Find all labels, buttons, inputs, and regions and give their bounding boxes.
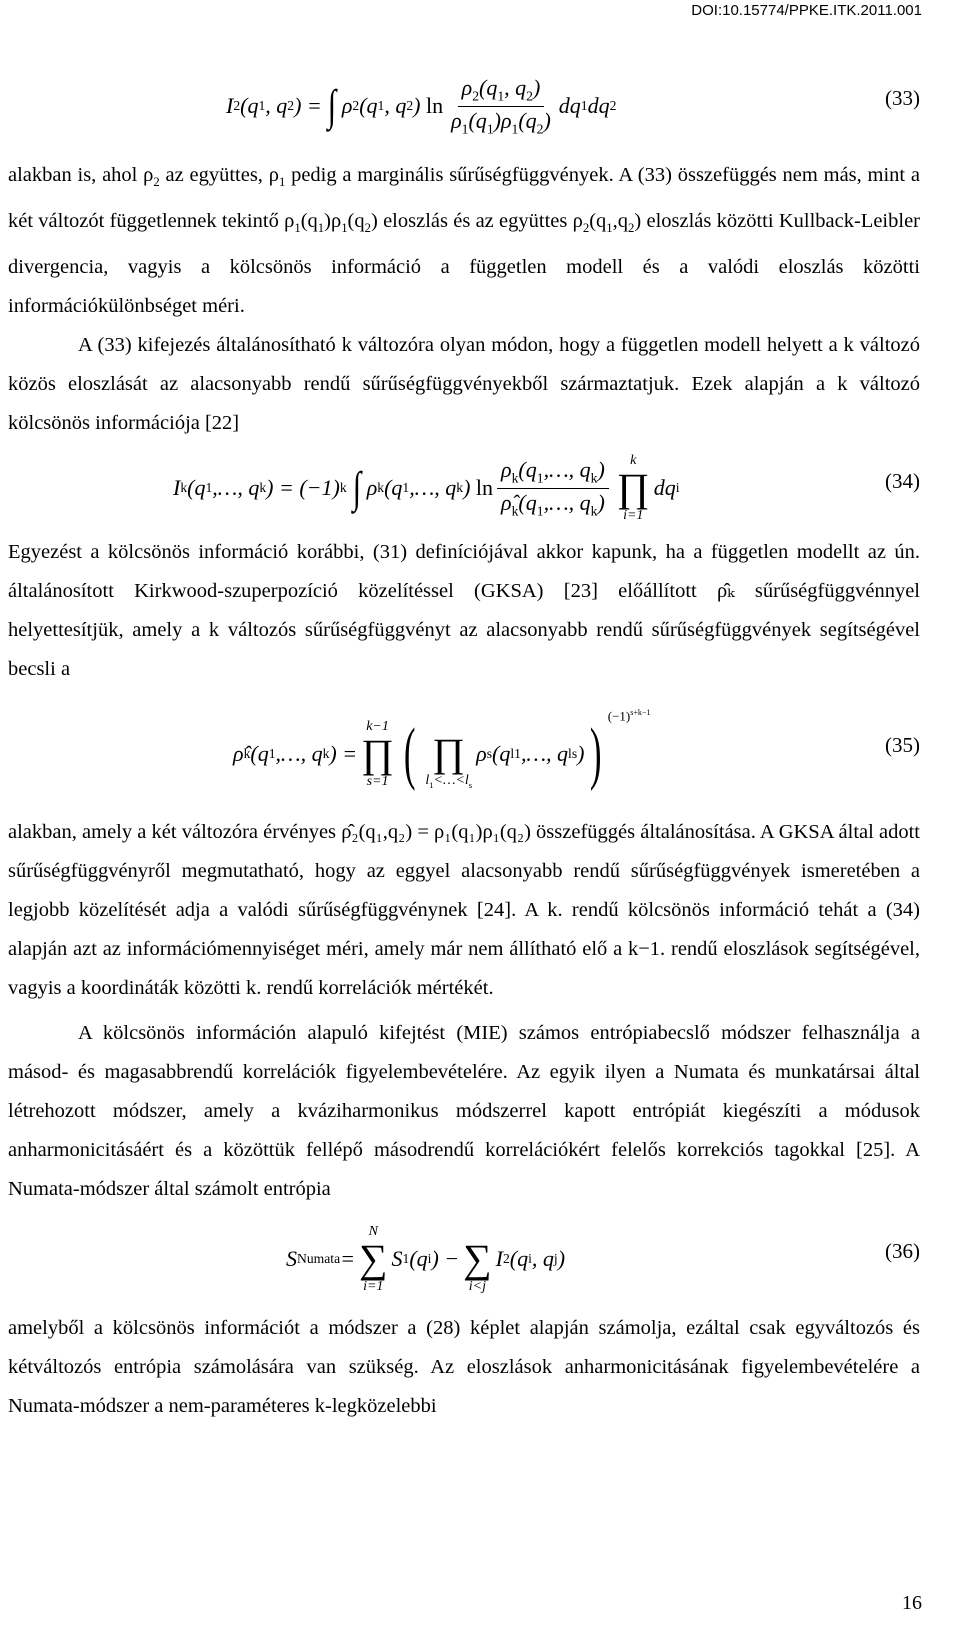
equation-35: ρ̂ k (q 1 ,…, q k ) = k−1 ∏ s=1 ( ∏ $l_1<\dots<l_s$ ρ s (q l1 ,…, q ls ) ) $^{(-1)^{s+k-1}}$ (35)	[233, 708, 920, 793]
paragraph-2: A (33) kifejezés általánosítható k változóra olyan módon, hogy a független modell helyett a k változó közös eloszlását az alacsonyabb rendű sűrűségfüggvényekből származtatjuk. Ezek alapján a k változó kölcsönös információja [22]	[8, 334, 920, 435]
equation-36: S Numata = N ∑ i=1 S 1 (q i ) − ∑ i<j I 2 (q i , q j ) (36)	[286, 1223, 920, 1295]
paragraph-6: amelyből a kölcsönös információt a módszer a (28) képlet alapján számolja, ezáltal csak egyváltozós és kétváltozós entrópia számolására van szükség. Az eloszlások anharmonicitásának figyelembevételére a Numata-módszer a nem-paraméteres k-legközelebbi	[8, 1317, 920, 1418]
equation-number: (33)	[885, 86, 920, 110]
equation-34: I k (q 1 ,…, q k ) = (−1) k ∫ ρ k (q 1 ,…, q k ) ln $\frac{\rho_k(q_1,\dots, q_k)}{\rhô_k(q_1,\dots, q_k)}$ k ∏ i=1 dq i (34)	[173, 452, 920, 524]
equation-number: (34)	[885, 469, 920, 494]
equation-number: (35)	[885, 733, 920, 758]
equation-number: (36)	[885, 1239, 920, 1264]
paragraph-4: alakban, amely a két változóra érvényes ρ̂₂(q₁,q₂) = ρ₁(q₁)ρ₁(q₂) összefüggés általánosítása. A GKSA által adott sűrűségfüggvényről megmutatható, hogy az eggyel alacsonyabb rendű sűrűségfüggvények ismeretében a legjobb közelítését adja a valódi sűrűségfüggvénynek [24]. A k. rendű kölcsönös információ tehát a (34) alapján azt az információmennyiséget méri, amely már nem állítható elő a k−1. rendű eloszlások segítségével, vagyis a koordináták közötti k. rendű korrelációk mértékét.	[8, 821, 920, 1000]
equation-33: I 2 (q 1 , q 2 ) = ∫ ρ 2 (q 1 , q 2 ) ln $\frac{\rho_2(q_1, q_2)}{\rho_1(q_1)\rho_1(q_2)}$ dq 1 dq 2 (33)	[226, 75, 920, 136]
page-number: 16	[902, 1592, 922, 1614]
paragraph-1: alakban is, ahol $\rho_2$ az együttes, $\rho_1$ pedig a marginális sűrűségfüggvények. A (33) összefüggés nem más, mint a két változót függetlennek tekintő $\rho_1(q_1)\rho_1(q_2)$ eloszlás és az együttes $\rho_2(q_1,q_2)$ eloszlás közötti Kullback-Leibler divergencia, vagyis a kölcsönös információ a független modell és a valódi eloszlás közötti információkülönbséget méri.	[8, 164, 920, 318]
paragraph-5: A kölcsönös információn alapuló kifejtést (MIE) számos entrópiabecslő módszer felhasználja a másod- és magasabbrendű korrelációk figyelembevételére. Az egyik ilyen a Numata és munkatársai által létrehozott módszer, amely a kváziharmonikus módszerrel kapott entrópiát kiegészíti a módusok anharmonicitásáért és a közöttük fellépő másodrendű korrelációkért felelős korrekciós tagokkal [25]. A Numata-módszer által számolt entrópia	[8, 1022, 920, 1201]
page-content	[8, 0, 920, 1426]
doi-header: DOI:10.15774/PPKE.ITK.2011.001	[691, 2, 922, 19]
paragraph-3: Egyezést a kölcsönös információ korábbi, (31) definíciójával akkor kapunk, ha a független modellt az ún. általánosított Kirkwood-szuperpozíció közelítéssel (GKSA) [23] előállított ρ̂ₖ sűrűségfüggvénnyel helyettesítjük, amely a k változós sűrűségfüggvényt az alacsonyabb rendű sűrűségfüggvények segítségével becsli a	[8, 541, 920, 681]
